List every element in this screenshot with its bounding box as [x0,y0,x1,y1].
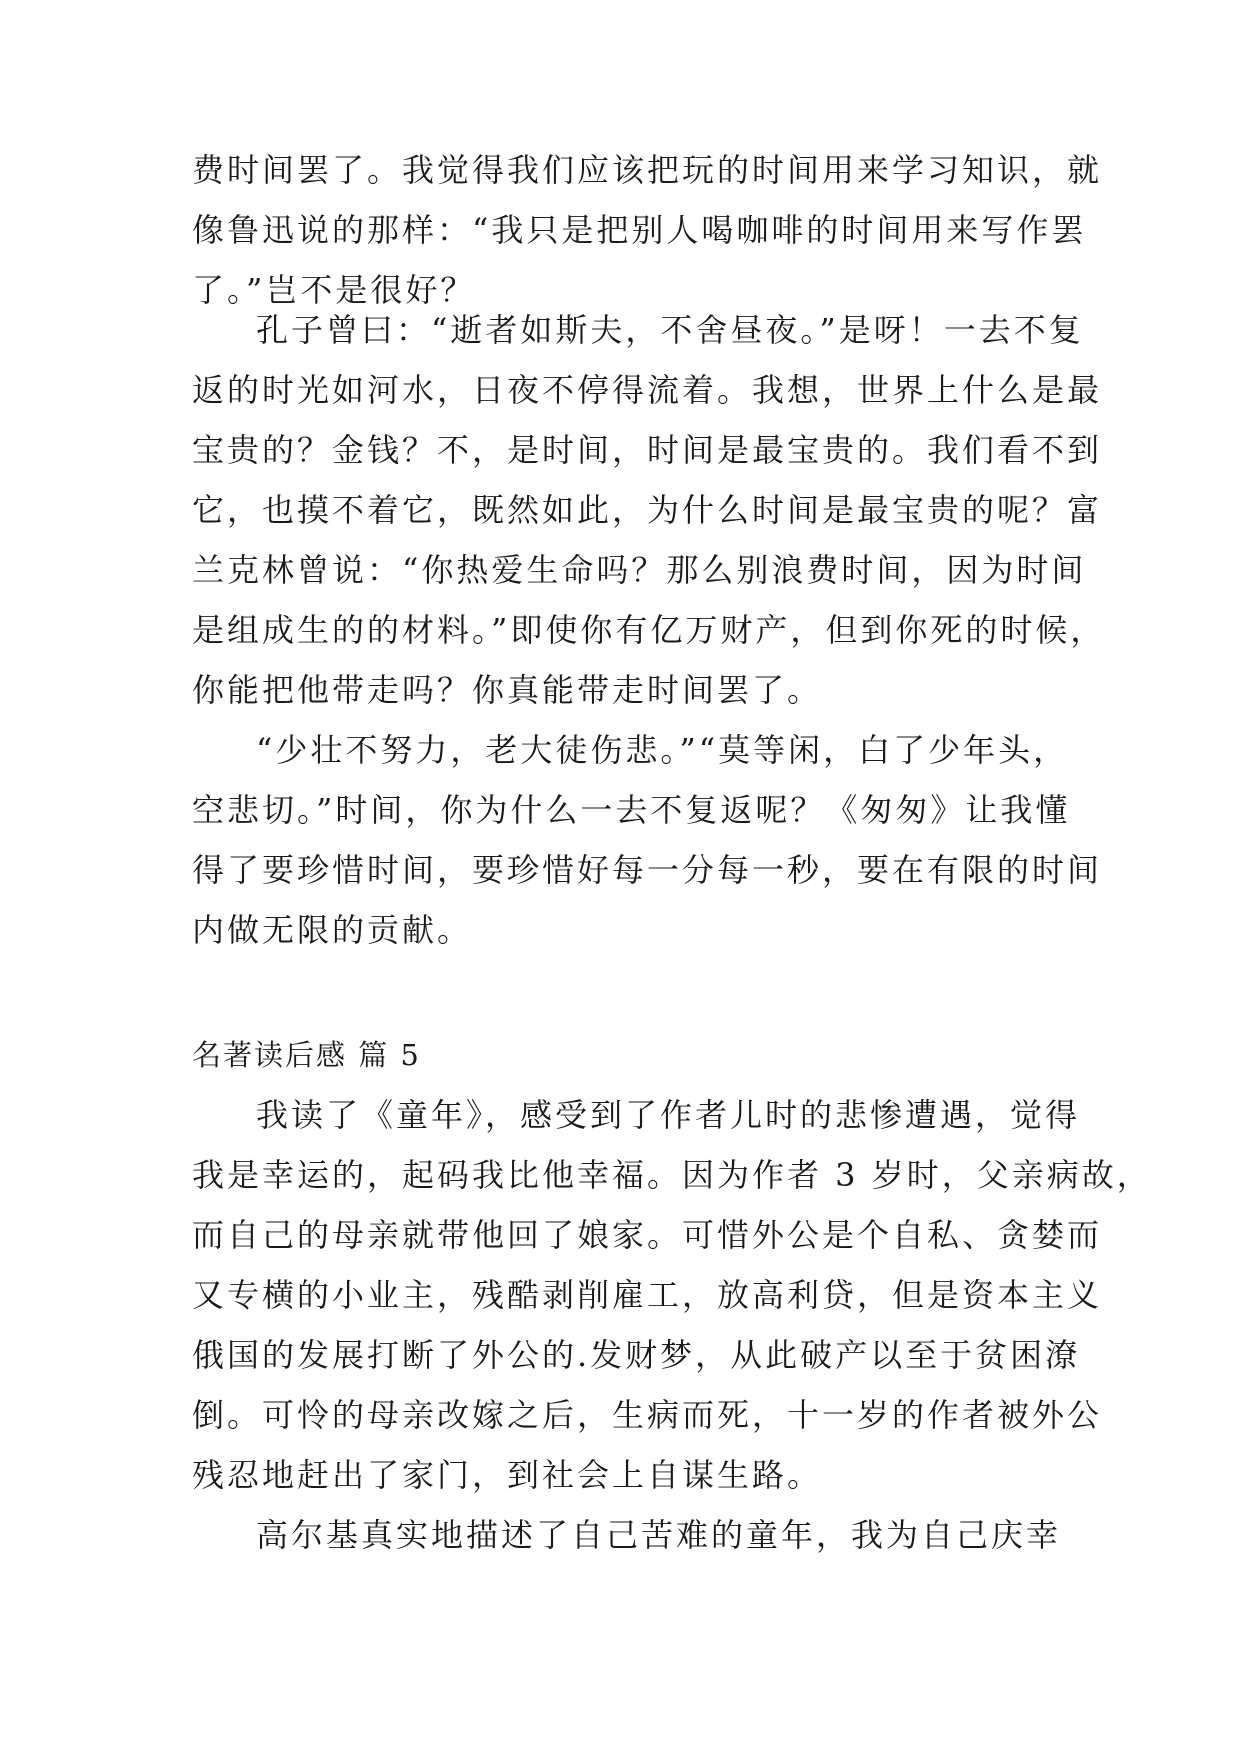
text-line: 它，也摸不着它，既然如此，为什么时间是最宝贵的呢？富 [192,491,1103,529]
text-line: “少壮不努力，老大徒伤悲。”“莫等闲，白了少年头， [256,731,1069,769]
text-line: 俄国的发展打断了外公的.发财梦，从此破产以至于贫困潦 [192,1336,1081,1374]
text-line: 得了要珍惜时间，要珍惜好每一分每一秒，要在有限的时间 [192,851,1103,889]
section-heading: 名著读后感 篇 5 [192,1038,421,1072]
paragraph-3 [192,720,1103,960]
paragraph-1 [192,140,1103,320]
text-line: 倒。可怜的母亲改嫁之后，生病而死，十一岁的作者被外公 [192,1396,1103,1434]
text-line: 像鲁迅说的那样：“我只是把别人喝咖啡的时间用来写作罢 [192,211,1087,249]
paragraph-2 [192,300,1106,720]
text-line: 空悲切。”时间，你为什么一去不复返呢？《匆匆》让我懂 [192,791,1071,829]
text-line: 我读了《童年》，感受到了作者儿时的悲惨遭遇，觉得 [256,1096,1081,1134]
text-line: 返的时光如河水，日夜不停得流着。我想，世界上什么是最 [192,371,1103,409]
text-line: 我是幸运的，起码我比他幸福。因为作者 3 岁时，父亲病故， [192,1156,1152,1194]
text-line: 内做无限的贡献。 [192,911,473,949]
paragraph-5 [192,1505,1062,1565]
text-line: 你能把他带走吗？你真能带走时间罢了。 [192,671,823,709]
text-line: 费时间罢了。我觉得我们应该把玩的时间用来学习知识，就 [192,151,1103,189]
text-line: 了。”岂不是很好？ [192,271,476,309]
text-line: 宝贵的？金钱？不，是时间，时间是最宝贵的。我们看不到 [192,431,1103,469]
text-line: 残忍地赶出了家门，到社会上自谋生路。 [192,1456,823,1494]
text-line: 高尔基真实地描述了自己苦难的童年，我为自己庆幸 [256,1516,1062,1554]
paragraph-4 [192,1085,1152,1505]
text-line: 是组成生的的材料。”即使你有亿万财产，但到你死的时候， [192,611,1106,649]
text-line: 兰克林曾说：“你热爱生命吗？那么别浪费时间，因为时间 [192,551,1087,589]
text-line: 孔子曾曰：“逝者如斯夫，不舍昼夜。”是呀！一去不复 [256,311,1084,349]
text-line: 又专横的小业主，残酷剥削雇工，放高利贷，但是资本主义 [192,1276,1103,1314]
text-line: 而自己的母亲就带他回了娘家。可惜外公是个自私、贪婪而 [192,1216,1103,1254]
